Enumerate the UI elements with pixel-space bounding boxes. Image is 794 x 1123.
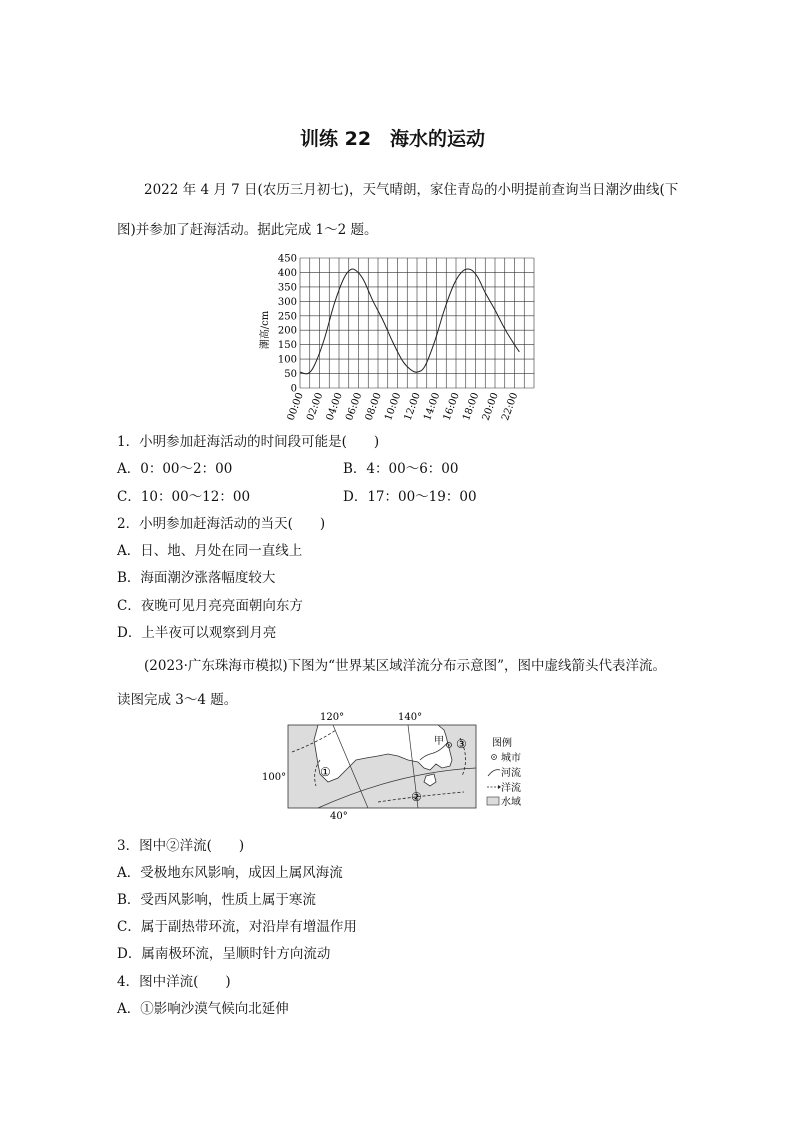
x-tick-label: 12:00 — [402, 391, 423, 423]
y-tick-label: 0 — [290, 383, 297, 395]
x-tick-label: 08:00 — [363, 391, 384, 423]
q1-option-a: A．0：00～2：00 — [117, 461, 233, 477]
y-axis-label: 潮高/cm — [260, 310, 271, 350]
x-tick-label: 10:00 — [383, 391, 404, 423]
label-lon-140: 140° — [398, 712, 423, 723]
tide-curve — [300, 269, 519, 374]
x-tick-label: 04:00 — [324, 391, 345, 423]
ocean-current-map — [258, 708, 538, 823]
y-tick-label: 450 — [277, 253, 297, 265]
intro2-line-1: (2023·广东珠海市模拟)下图为“世界某区域洋流分布示意图”，图中虚线箭头代表洋流。 — [144, 658, 666, 674]
q1-option-b: B．4：00～6：00 — [343, 461, 459, 477]
y-tick-label: 250 — [277, 311, 297, 323]
label-current-3: ③ — [456, 737, 467, 751]
legend-water-icon — [487, 797, 499, 805]
label-lon-100: 100° — [262, 772, 287, 783]
map-legend — [487, 736, 521, 808]
label-city: 甲 — [434, 736, 444, 747]
legend-title: 图例 — [492, 738, 512, 749]
x-tick-label: 20:00 — [480, 391, 501, 423]
q1-stem: 1．小明参加赶海活动的时间段可能是( ) — [117, 434, 380, 450]
y-tick-label: 350 — [277, 282, 297, 294]
q2-option-b: B．海面潮汐涨落幅度较大 — [117, 570, 276, 586]
q2-option-c: C．夜晚可见月亮亮面朝向东方 — [117, 598, 303, 614]
x-tick-label: 16:00 — [441, 391, 462, 423]
y-tick-label: 300 — [277, 296, 297, 308]
q1-option-c: C．10：00～12：00 — [117, 489, 251, 505]
legend-river-icon — [488, 770, 500, 776]
legend-current: 洋流 — [501, 783, 521, 794]
legend-water: 水域 — [501, 797, 521, 808]
q2-option-d: D．上半夜可以观察到月亮 — [117, 625, 277, 641]
intro-line-1: 2022 年 4 月 7 日(农历三月初七)，天气晴朗，家住青岛的小明提前查询当日潮汐曲线(下 — [144, 182, 679, 198]
y-ticks — [278, 254, 297, 395]
q3-option-b: B．受西风影响，性质上属于寒流 — [117, 892, 316, 908]
y-tick-label: 50 — [284, 369, 297, 381]
page-title: 训练 22 海水的运动 — [300, 128, 486, 150]
x-tick-label: 22:00 — [500, 391, 521, 423]
q3-option-d: D．属南极环流，呈顺时针方向流动 — [117, 946, 331, 962]
x-tick-label: 18:00 — [461, 391, 482, 423]
legend-city: 城市 — [501, 753, 521, 764]
y-tick-label: 200 — [277, 325, 297, 337]
q2-stem: 2．小明参加赶海活动的当天( ) — [117, 516, 326, 532]
intro2-line-2: 读图完成 3～4 题。 — [117, 692, 238, 708]
y-tick-label: 150 — [277, 340, 297, 352]
legend-river: 河流 — [501, 768, 521, 779]
label-lon-120: 120° — [320, 712, 345, 723]
q4-stem: 4．图中洋流( ) — [117, 974, 231, 990]
x-tick-label: 02:00 — [305, 391, 326, 423]
tide-chart — [250, 250, 550, 425]
q3-option-a: A．受极地东风影响，成因上属风海流 — [117, 865, 343, 881]
city-dot-icon — [448, 744, 450, 746]
y-tick-label: 100 — [277, 354, 297, 366]
q3-stem: 3．图中②洋流( ) — [117, 838, 245, 854]
label-current-1: ① — [320, 765, 331, 779]
x-tick-label: 06:00 — [344, 391, 365, 423]
chart-grid — [300, 258, 534, 388]
label-lat-40: 40° — [330, 811, 348, 822]
x-ticks — [286, 391, 521, 422]
q4-option-a: A．①影响沙漠气候向北延伸 — [117, 1001, 289, 1017]
intro-line-2: 图)并参加了赶海活动。据此完成 1～2 题。 — [117, 222, 378, 238]
q3-option-c: C．属于副热带环流，对沿岸有增温作用 — [117, 919, 357, 935]
y-tick-label: 400 — [277, 267, 297, 279]
q2-option-a: A．日、地、月处在同一直线上 — [117, 543, 303, 559]
q1-option-d: D．17：00～19：00 — [343, 489, 477, 505]
x-tick-label: 00:00 — [285, 391, 306, 423]
label-current-2: ② — [411, 790, 422, 804]
x-tick-label: 14:00 — [422, 391, 443, 423]
